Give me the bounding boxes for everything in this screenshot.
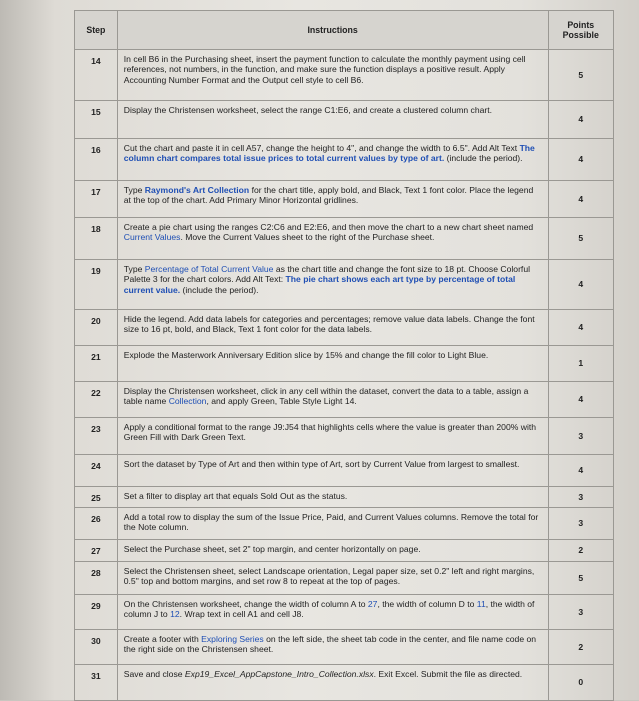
instruction-segment: Type <box>123 264 145 274</box>
step-number: 25 <box>75 487 118 508</box>
step-number: 29 <box>75 595 118 630</box>
table-row <box>75 540 614 562</box>
instruction-segment: . Wrap text in cell A1 and cell J8. <box>179 609 304 620</box>
instruction-segment: . Exit Excel. Submit the file as directed. <box>373 669 523 679</box>
points-value: 3 <box>548 418 613 455</box>
table-row <box>75 487 614 508</box>
table-row <box>75 218 614 260</box>
instruction-segment: 12 <box>170 609 180 620</box>
instruction-text <box>117 382 548 418</box>
instruction-text <box>117 310 548 346</box>
instruction-text <box>117 260 548 310</box>
table-row <box>75 562 614 595</box>
instruction-segment: Percentage of Total Current Value <box>144 264 274 274</box>
instruction-segment: (include the period). <box>444 153 523 164</box>
instruction-segment: , and apply Green, Table Style Light 14. <box>206 396 357 407</box>
step-number: 28 <box>75 562 118 595</box>
step-number: 23 <box>75 418 118 455</box>
instruction-segment: Create a pie chart using the ranges C2:C6 and E2:E6, and then move the chart to a new chart sheet named <box>123 222 534 232</box>
instruction-segment: Sort the dataset by Type of Art and then within type of Art, sort by Current Value from largest to smallest. <box>123 459 520 469</box>
points-value: 5 <box>548 50 613 101</box>
step-number: 14 <box>75 50 118 101</box>
instruction-segment: The pie chart shows each art type by percentage of total current value. <box>123 274 516 295</box>
table-row <box>75 665 614 701</box>
instructions-table <box>74 10 614 701</box>
instruction-segment: 27 <box>367 599 378 609</box>
instruction-segment: , the width of column D to <box>377 599 477 609</box>
header-points <box>548 11 613 50</box>
step-number: 27 <box>75 540 118 562</box>
instruction-text <box>117 181 548 218</box>
instruction-segment: Exploring Series <box>201 634 264 644</box>
points-value: 4 <box>548 382 613 418</box>
instruction-text <box>117 139 548 181</box>
instruction-segment: Add a total row to display the sum of the Issue Price, Paid, and Current Values columns. Remove the total for the Note column. <box>123 512 539 533</box>
step-number: 24 <box>75 455 118 487</box>
instruction-segment: Explode the Masterwork Anniversary Edition slice by 15% and change the fill color to Light Blue. <box>123 350 489 360</box>
table-row <box>75 382 614 418</box>
points-value: 4 <box>548 181 613 218</box>
points-value: 2 <box>548 540 613 562</box>
table-header-row <box>75 11 614 50</box>
header-step: Step <box>75 11 118 50</box>
table-row <box>75 346 614 382</box>
step-number: 21 <box>75 346 118 382</box>
instruction-segment: Exp19_Excel_AppCapstone_Intro_Collection.xlsx <box>184 669 374 679</box>
instruction-segment: . Move the Current Values sheet to the right of the Purchase sheet. <box>180 232 435 243</box>
instruction-text <box>117 218 548 260</box>
table-row <box>75 50 614 101</box>
table-row <box>75 630 614 665</box>
instruction-segment: Raymond's Art Collection <box>144 185 250 195</box>
points-value: 2 <box>548 630 613 665</box>
instruction-text <box>117 101 548 139</box>
instruction-text <box>117 562 548 595</box>
points-value: 5 <box>548 218 613 260</box>
instruction-segment: Create a footer with <box>123 634 202 644</box>
step-number: 16 <box>75 139 118 181</box>
instruction-segment: Hide the legend. Add data labels for categories and percentages; remove value data labels. Change the font size to 16 pt, bold, and Black, Text 1 font color for the data labels. <box>123 314 535 335</box>
table-row <box>75 595 614 630</box>
instruction-segment: Current Values <box>123 232 181 243</box>
table-row <box>75 181 614 218</box>
points-value: 4 <box>548 455 613 487</box>
instruction-segment: Select the Christensen sheet, select Landscape orientation, Legal paper size, set 0.2" left and right margins, 0.5" top and bottom margins, and set row 8 to repeat at the top of pages. <box>123 566 535 587</box>
points-value: 1 <box>548 346 613 382</box>
step-number: 15 <box>75 101 118 139</box>
step-number: 17 <box>75 181 118 218</box>
instruction-text <box>117 508 548 540</box>
table-row <box>75 139 614 181</box>
instruction-text <box>117 346 548 382</box>
points-value: 4 <box>548 101 613 139</box>
instruction-segment: On the Christensen worksheet, change the width of column A to <box>123 599 368 609</box>
step-number: 18 <box>75 218 118 260</box>
table-body <box>75 50 614 701</box>
table-row <box>75 455 614 487</box>
instruction-segment: Display the Christensen worksheet, click in any cell within the dataset, convert the data to a table, assign a table name <box>123 386 529 407</box>
points-value: 3 <box>548 595 613 630</box>
instruction-segment: on the left side, the sheet tab code in the center, and file name code on the right side on the Christensen sheet. <box>123 634 537 655</box>
instruction-segment: (include the period). <box>180 284 259 295</box>
instruction-text <box>117 595 548 630</box>
points-value: 4 <box>548 139 613 181</box>
table-row <box>75 418 614 455</box>
instruction-text <box>117 540 548 562</box>
instruction-segment: Select the Purchase sheet, set 2" top margin, and center horizontally on page. <box>123 544 421 554</box>
step-number: 30 <box>75 630 118 665</box>
points-value: 3 <box>548 508 613 540</box>
instruction-segment: 11 <box>476 599 486 609</box>
table-row <box>75 101 614 139</box>
instruction-segment: In cell B6 in the Purchasing sheet, insert the payment function to calculate the monthly payment using cell references, not numbers, in the function, and make sure the function displays a positive result. Apply Accounting Number Format and the Output cell style to cell B6. <box>123 54 526 85</box>
step-number: 20 <box>75 310 118 346</box>
instruction-segment: for the chart title, apply bold, and Black, Text 1 font color. Place the legend at the top of the chart. Add Primary Minor Horizontal gridlines. <box>123 185 534 206</box>
instruction-text <box>117 50 548 101</box>
instruction-segment: Set a filter to display art that equals Sold Out as the status. <box>123 491 348 501</box>
instruction-text <box>117 455 548 487</box>
instruction-text <box>117 630 548 665</box>
points-value: 0 <box>548 665 613 701</box>
instruction-segment: Cut the chart and paste it in cell A57, change the height to 4", and change the width to 6.5". Add Alt Text <box>123 143 520 153</box>
instruction-text <box>117 487 548 508</box>
instruction-segment: Save and close <box>123 669 185 679</box>
points-value: 5 <box>548 562 613 595</box>
table-row <box>75 260 614 310</box>
step-number: 26 <box>75 508 118 540</box>
points-value: 4 <box>548 310 613 346</box>
step-number: 31 <box>75 665 118 701</box>
points-value: 3 <box>548 487 613 508</box>
instruction-segment: Display the Christensen worksheet, select the range C1:E6, and create a clustered column chart. <box>123 105 493 115</box>
instruction-segment: The column chart compares total issue prices to total current values by type of art. <box>123 143 535 164</box>
instruction-text <box>117 418 548 455</box>
table-row <box>75 508 614 540</box>
header-instructions: Instructions <box>117 11 548 50</box>
points-value: 4 <box>548 260 613 310</box>
instruction-text <box>117 665 548 701</box>
instruction-segment: , the width of column J to <box>123 599 535 620</box>
instruction-segment: Type <box>123 185 145 195</box>
step-number: 19 <box>75 260 118 310</box>
step-number: 22 <box>75 382 118 418</box>
instruction-segment: Collection <box>168 396 207 407</box>
instruction-segment: Apply a conditional format to the range J9:J54 that highlights cells where the value is greater than 200% with Green Fill with Dark Green Text. <box>123 422 537 443</box>
table-row <box>75 310 614 346</box>
header-points-label: Points Possible <box>562 19 599 40</box>
instruction-segment: as the chart title and change the font size to 18 pt. Choose Colorful Palette 3 for the chart colors. Add Alt Text: <box>123 264 531 285</box>
